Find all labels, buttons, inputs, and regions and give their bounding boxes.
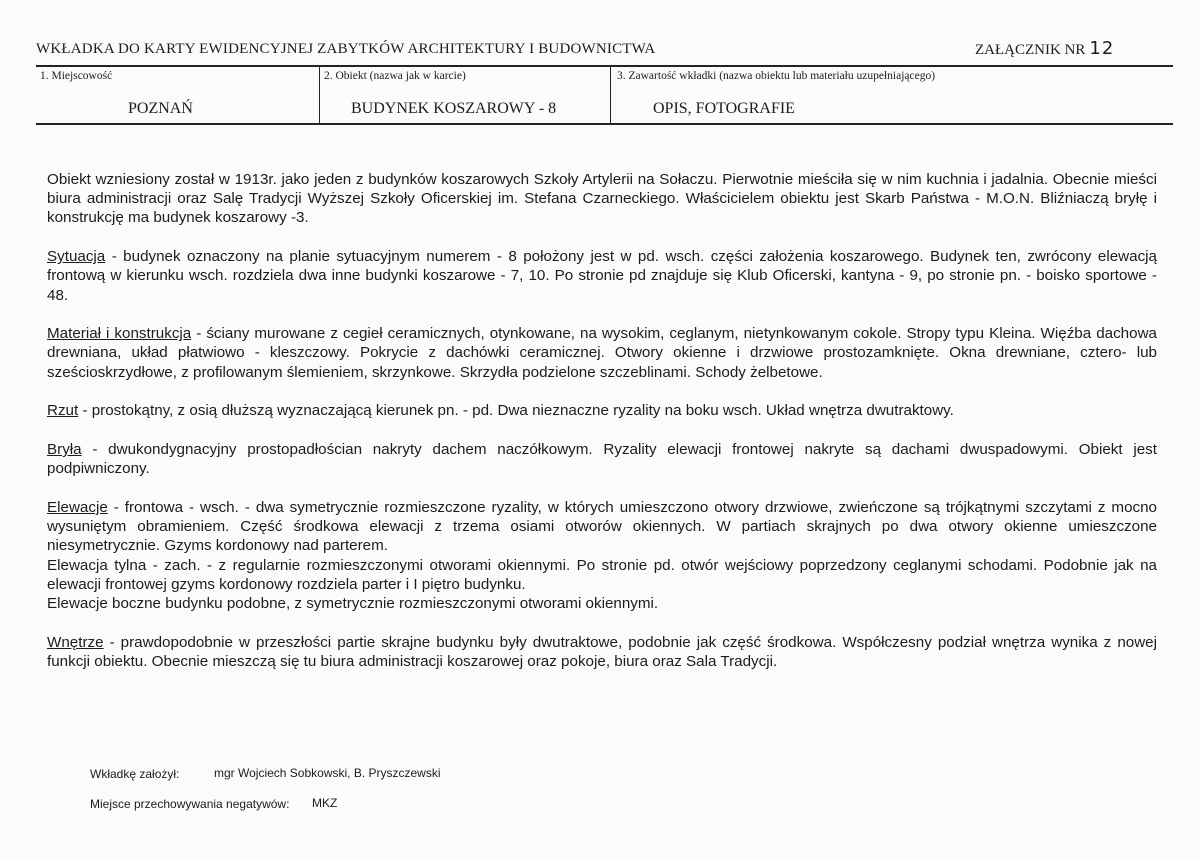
plan-heading: Rzut [47, 402, 79, 420]
material-text: - ściany murowane z cegieł ceramicznych, otynkowane, na wysokim, ceglanym, nietynkowanym cokole. Stropy typu Kleina. Więźba dachowa drewniana, układ płatwiowo - kleszczowy. Pokrycie z dachówki ceramicznej. Otwory okienne i drzwiowe prostozamknięte. Okna drewniane, cztero- lub sześcioskrzydłowe, z profilowanym ślemieniem, skrzynkowe. Skrzydła podzielone szczeblinami. Schody żelbetowe. [47, 325, 1157, 381]
material-heading: Materiał i konstrukcja [47, 325, 192, 343]
column-divider-1 [319, 67, 320, 123]
plan-paragraph [47, 401, 1157, 420]
annex-number: 12 [1089, 38, 1115, 59]
storage-value: MKZ [312, 796, 338, 810]
material-paragraph [47, 324, 1157, 382]
elevation-rear-text: Elewacja tylna - zach. - z regularnie rozmieszczonymi otworami okiennymi. Po stronie pd. otwór wejściowy poprzedzony ceglanymi schodami. Podobnie jak na elewacji frontowej gzyms kordonowy rozdziela parter i I piętro budynku. [47, 556, 1157, 593]
description-body [47, 170, 1157, 691]
mass-paragraph [47, 440, 1157, 478]
location-label: 1. Miejscowość [40, 70, 113, 82]
author-label: Wkładkę założył: [90, 767, 180, 781]
author-value: mgr Wojciech Sobkowski, B. Pryszczewski [214, 766, 441, 780]
interior-text: - prawdopodobnie w przeszłości partie skrajne budynku były dwutraktowe, podobnie jak część środkowa. Współczesny podział wnętrza wynika z nowej funkcji obiektu. Obecnie mieszczą się tu biura administracji koszarowej oraz pokoje, biura oraz Sala Tradycji. [47, 633, 1157, 670]
intro-paragraph: Obiekt wzniesiony został w 1913r. jako jeden z budynków koszarowych Szkoły Artylerii na Sołaczu. Pierwotnie mieściła się w nim kuchnia i jadalnia. Obecnie mieści biura administracji oraz Salę Tradycji Wyższej Szkoły Oficerskiej im. Stefana Czarneckiego. Właścicielem obiektu jest Skarb Państwa - M.O.N. Bliźniaczą bryłę i konstrukcję ma budynek koszarowy -3. [47, 171, 1157, 227]
elevations-paragraph [47, 498, 1157, 613]
content-label: 3. Zawartość wkładki (nazwa obiektu lub materiału uzupełniającego) [617, 70, 936, 82]
object-value: BUDYNEK KOSZAROWY - 8 [351, 100, 557, 117]
column-divider-2 [610, 67, 611, 123]
elevation-side-text: Elewacje boczne budynku podobne, z symetrycznie rozmieszczonymi otworami okiennymi. [47, 594, 659, 612]
annex-number-label [975, 38, 1114, 59]
content-value: OPIS, FOTOGRAFIE [653, 100, 795, 117]
situation-paragraph [47, 247, 1157, 305]
mass-heading: Bryła [47, 441, 82, 459]
situation-heading: Sytuacja [47, 248, 106, 266]
interior-heading: Wnętrze [47, 633, 104, 651]
location-value: POZNAŃ [128, 100, 193, 117]
storage-label: Miejsce przechowywania negatywów: [90, 797, 290, 811]
object-label: 2. Obiekt (nazwa jak w karcie) [324, 70, 466, 82]
mass-text: - dwukondygnacyjny prostopadłościan nakryty dachem naczółkowym. Ryzality elewacji frontowej nakryte są dachami dwuspadowymi. Obiekt jest podpiwniczony. [47, 441, 1157, 478]
annex-label: ZAŁĄCZNIK NR [975, 42, 1086, 58]
top-rule [36, 65, 1173, 67]
form-title: WKŁADKA DO KARTY EWIDENCYJNEJ ZABYTKÓW ARCHITEKTURY I BUDOWNICTWA [36, 41, 656, 57]
plan-text: - prostokątny, z osią dłuższą wyznaczającą kierunek pn. - pd. Dwa nieznaczne ryzality na boku wsch. Układ wnętrza dwutraktowy. [78, 402, 954, 420]
bottom-rule [36, 123, 1173, 125]
situation-text: - budynek oznaczony na planie sytuacyjnym numerem - 8 położony jest w pd. wsch. części założenia koszarowego. Budynek ten, zwrócony elewacją frontową w kierunku wsch. rozdziela dwa inne budynki koszarowe - 7, 10. Po stronie pd znajduje się Klub Oficerski, kantyna - 9, po stronie pn. - boisko sportowe - 48. [47, 248, 1157, 304]
elevations-heading: Elewacje [47, 498, 108, 516]
elevation-front-text: - frontowa - wsch. - dwa symetrycznie rozmieszczone ryzality, w których umieszczono otwory drzwiowe, zwieńczone są trójkątnymi szczytami z mocno wysuniętym obramieniem. Część środkowa elewacji z trzema osiami otworów okiennych. W partiach skrajnych po dwa otwory okienne umieszczone niesymetrycznie. Gzyms kordonowy nad parterem. [47, 498, 1157, 555]
interior-paragraph [47, 633, 1157, 671]
